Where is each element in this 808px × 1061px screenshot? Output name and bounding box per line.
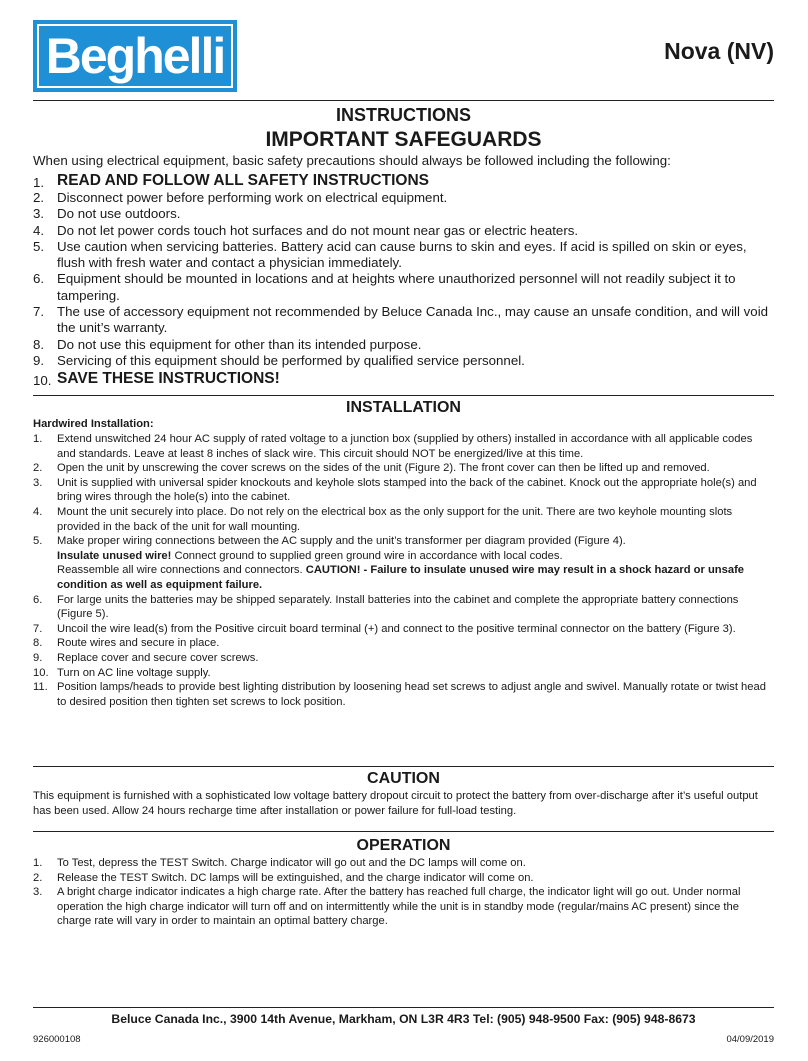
list-item: 2. Release the TEST Switch. DC lamps will be extinguished, and the charge indicator will come on. bbox=[33, 871, 534, 884]
list-item: 3. Do not use outdoors. bbox=[33, 206, 181, 222]
section-divider bbox=[33, 395, 774, 396]
installation-heading: INSTALLATION bbox=[346, 399, 461, 416]
list-item: 4. Do not let power cords touch hot surfaces and do not mount near gas or electric heaters. bbox=[33, 222, 579, 238]
list-item: 10. Turn on AC line voltage supply. bbox=[33, 666, 211, 679]
list-item: 2. Open the unit by unscrewing the cover screws on the sides of the unit (Figure 2). The front cover can then be lifted up and removed. bbox=[33, 462, 710, 475]
list-item: 5. Use caution when servicing batteries. Battery acid can cause burns to skin and eyes. If acid is spilled on skin or eyes, flush with fresh water and contact a physician immediately. bbox=[33, 238, 747, 271]
list-item: 8. Do not use this equipment for other than its intended purpose. bbox=[33, 336, 422, 352]
instructions-heading: INSTRUCTIONS bbox=[336, 105, 471, 125]
caution-text: This equipment is furnished with a sophisticated low voltage battery dropout circuit to protect the battery from over-discharge after it’s useful output has been used. Allow 24 hours recharge time after installation or power failure for full-load testing. bbox=[33, 790, 758, 817]
list-item: 1. To Test, depress the TEST Switch. Charge indicator will go out and the DC lamps will come on. bbox=[33, 857, 526, 869]
list-item: 10. SAVE THESE INSTRUCTIONS! bbox=[33, 370, 280, 389]
header-divider bbox=[33, 100, 774, 101]
list-item: 6. For large units the batteries may be shipped separately. Install batteries into the cabinet and complete the appropriate battery connections (Figure 5). bbox=[33, 593, 739, 621]
installation-subtitle: Hardwired Installation: bbox=[33, 418, 154, 430]
list-item: 7. Uncoil the wire lead(s) from the Positive circuit board terminal (+) and connect to the positive terminal connector on the battery (Figure 3). bbox=[33, 622, 736, 635]
safeguards-intro: When using electrical equipment, basic safety precautions should always be followed including the following: bbox=[33, 153, 671, 168]
operation-list bbox=[33, 856, 774, 929]
beghelli-logo: Beghelli bbox=[33, 20, 237, 92]
list-item: 9. Servicing of this equipment should be performed by qualified service personnel. bbox=[33, 352, 525, 368]
operation-heading: OPERATION bbox=[356, 837, 451, 854]
list-item: 1. Extend unswitched 24 hour AC supply of rated voltage to a junction box (supplied by others) installed in accordance with all applicable codes and standards. Leave at least 8 inches of slack wire. This circuit should NOT be energized/live at this time. bbox=[33, 433, 753, 460]
list-item: 1. READ AND FOLLOW ALL SAFETY INSTRUCTIONS bbox=[33, 172, 429, 190]
list-item: 5. Make proper wiring connections between the AC supply and the unit’s transformer per diagram provided (Figure 4). Insulate unused wire! Connect ground to supplied green ground wire in accordance with local codes. Reassemble all wire connections and connectors. CAUTION! - Failure to insulate unused wire may result in a shock hazard or unsafe condition as well as equipment failure. bbox=[33, 535, 745, 591]
list-item: 3. A bright charge indicator indicates a high charge rate. After the battery has reached full charge, the indicator light will go out. Under normal operation the high charge indicator will turn off and on intermittently while the unit is in standby mode (regular/mains AC present) since the charge rate will vary in order to maintain an optimal battery charge. bbox=[33, 886, 741, 928]
list-item: 2. Disconnect power before performing work on electrical equipment. bbox=[33, 190, 448, 205]
list-item: 7. The use of accessory equipment not recommended by Beluce Canada Inc., may cause an unsafe condition, and will void the unit’s warranty. bbox=[33, 304, 769, 336]
safeguards-heading: IMPORTANT SAFEGUARDS bbox=[265, 128, 542, 151]
section-divider bbox=[33, 766, 774, 767]
caution-heading: CAUTION bbox=[367, 770, 440, 787]
list-item: 4. Mount the unit securely into place. Do not rely on the electrical box as the only support for the unit. There are two keyhole mounting slots provided in the back of the unit for wall mounting. bbox=[33, 505, 733, 533]
list-item: 9. Replace cover and secure cover screws. bbox=[33, 651, 259, 664]
safeguards-list bbox=[33, 171, 774, 388]
list-item: 11. Position lamps/heads to provide best lighting distribution by loosening head set screws to adjust angle and swivel. Manually rotate or twist head to desired position then tighten set screws to lock position. bbox=[33, 681, 766, 708]
footer-company: Beluce Canada Inc., 3900 14th Avenue, Markham, ON L3R 4R3 Tel: (905) 948-9500 Fax: (905) 948-8673 bbox=[111, 1012, 696, 1026]
document-date: 04/09/2019 bbox=[726, 1034, 774, 1045]
footer-divider bbox=[33, 1007, 774, 1008]
model-name: Nova (NV) bbox=[664, 38, 774, 64]
list-item: 8. Route wires and secure in place. bbox=[33, 637, 220, 650]
section-divider bbox=[33, 831, 774, 832]
document-number: 926000108 bbox=[33, 1034, 81, 1045]
list-item: 3. Unit is supplied with universal spider knockouts and keyhole slots stamped into the back of the cabinet. Knock out the appropriate hole(s) and bring wires through the hole(s) into the cabinet. bbox=[33, 476, 757, 504]
installation-list bbox=[33, 432, 774, 709]
list-item: 6. Equipment should be mounted in locations and at heights where unauthorized personnel will not readily subject it to tampering. bbox=[33, 271, 736, 303]
